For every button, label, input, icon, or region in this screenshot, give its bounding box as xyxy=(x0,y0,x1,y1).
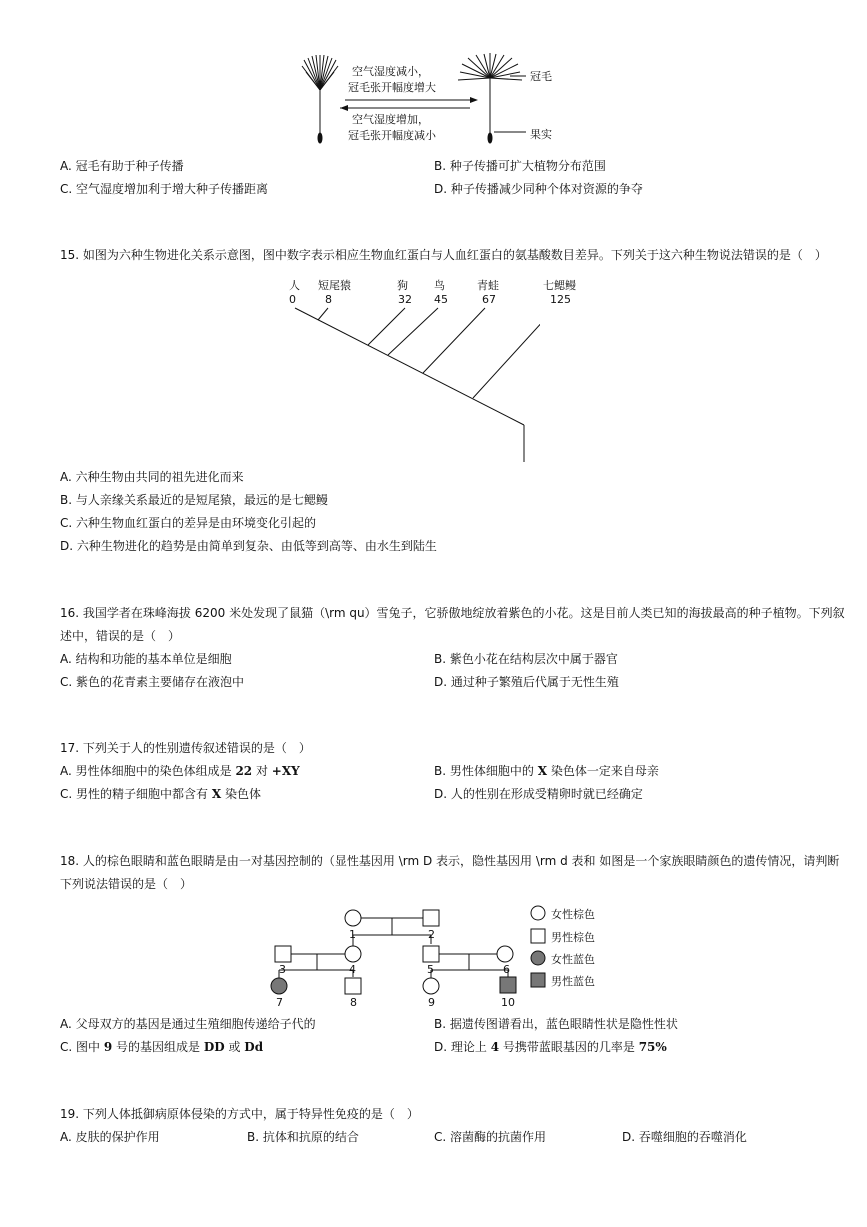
legend-female-blue: 女性蓝色 xyxy=(551,953,595,966)
q16-stem-line2: 述中，错误的是（ ） xyxy=(60,629,181,643)
legend-female-brown-icon xyxy=(531,906,545,920)
arrow-bottom-text-2: 冠毛张开幅度减小 xyxy=(348,129,436,142)
pedigree-label-8: 8 xyxy=(350,996,357,1009)
q17-b-post: 染色体一定来自母亲 xyxy=(547,764,659,778)
q17-a-math-1: 22 xyxy=(235,764,253,778)
taxon-macaque: 短尾猿 xyxy=(318,279,351,292)
individual-3 xyxy=(275,946,291,962)
q18-option-d[interactable] xyxy=(434,1039,667,1055)
taxon-dog: 狗 xyxy=(397,279,408,292)
q18-c-mid: 号的基因组成是 xyxy=(112,1040,204,1054)
taxon-frog: 青蛙 xyxy=(477,279,499,292)
arrow-bottom-text-1: 空气湿度增加， xyxy=(352,113,429,126)
individual-9 xyxy=(423,978,439,994)
q18-stem-line2: 下列说法错误的是（ ） xyxy=(60,877,193,891)
q18-c-math-1: 9 xyxy=(103,1040,113,1054)
q18-stem-line1: 18. 人的棕色眼睛和蓝色眼睛是由一对基因控制的（显性基因用 \rm D 表示，隐性基因用 \rm d 表和 如图是一个家族眼睛颜色的遗传情况，请判断 xyxy=(60,854,840,868)
individual-2 xyxy=(423,910,439,926)
q18-d-mid: 号携带蓝眼基因的几率是 xyxy=(499,1040,639,1054)
legend-male-blue-icon xyxy=(531,973,545,987)
label-pappus: 冠毛 xyxy=(530,70,552,83)
q19-stem: 19. 下列人体抵御病原体侵染的方式中，属于特异性免疫的是（ ） xyxy=(60,1107,419,1121)
q14-option-b[interactable]: B. 种子传播可扩大植物分布范围 xyxy=(434,159,606,173)
diff-macaque: 8 xyxy=(325,293,332,306)
q18-option-a[interactable]: A. 父母双方的基因是通过生殖细胞传递给子代的 xyxy=(60,1017,316,1031)
arrow-top-text-2: 冠毛张开幅度增大 xyxy=(348,81,436,94)
pedigree-label-9: 9 xyxy=(428,996,435,1009)
individual-5 xyxy=(423,946,439,962)
legend-male-brown-icon xyxy=(531,929,545,943)
q17-a-text: A. 男性体细胞中的染色体组成是 xyxy=(60,764,236,778)
q19-option-c[interactable]: C. 溶菌酶的抗菌作用 xyxy=(434,1130,547,1144)
q18-d-math-2: 75% xyxy=(638,1040,667,1054)
q19-option-d[interactable]: D. 吞噬细胞的吞噬消化 xyxy=(622,1130,747,1144)
q14-option-c[interactable]: C. 空气湿度增加利于增大种子传播距离 xyxy=(60,182,269,196)
legend-male-brown: 男性棕色 xyxy=(551,931,595,944)
legend-male-blue: 男性蓝色 xyxy=(551,975,595,988)
label-fruit: 果实 xyxy=(530,128,552,141)
pedigree-label-4: 4 xyxy=(349,963,356,976)
seed-open-illustration xyxy=(458,53,526,143)
q17-option-b[interactable] xyxy=(434,763,659,779)
individual-6 xyxy=(497,946,513,962)
individual-8 xyxy=(345,978,361,994)
pedigree-label-2: 2 xyxy=(428,928,435,941)
diff-bird: 45 xyxy=(434,293,448,306)
q19-option-b[interactable]: B. 抗体和抗原的结合 xyxy=(247,1130,359,1144)
q18-c-math-2: DD xyxy=(203,1040,225,1054)
q17-a-mid: 对 xyxy=(252,764,272,778)
legend-female-brown: 女性棕色 xyxy=(551,908,595,921)
individual-10 xyxy=(500,977,516,993)
diff-lamprey: 125 xyxy=(550,293,571,306)
individual-4 xyxy=(345,946,361,962)
q17-c-post: 染色体 xyxy=(221,787,261,801)
q18-c-or: 或 xyxy=(224,1040,245,1054)
diff-dog: 32 xyxy=(398,293,412,306)
pedigree-label-6: 6 xyxy=(503,963,510,976)
arrow-top-text-1: 空气湿度减小， xyxy=(352,65,429,78)
q14-option-a[interactable]: A. 冠毛有助于种子传播 xyxy=(60,159,184,173)
q15-option-a[interactable]: A. 六种生物由共同的祖先进化而来 xyxy=(60,470,244,484)
q17-b-math: X xyxy=(537,764,547,778)
individual-1 xyxy=(345,910,361,926)
q17-option-a[interactable] xyxy=(60,763,300,779)
q15-option-b[interactable]: B. 与人亲缘关系最近的是短尾猿，最远的是七鳃鳗 xyxy=(60,493,328,507)
pedigree-chart xyxy=(265,900,535,1010)
diff-human: 0 xyxy=(289,293,296,306)
pedigree-label-10: 10 xyxy=(501,996,515,1009)
q15-stem: 15. 如图为六种生物进化关系示意图，图中数字表示相应生物血红蛋白与人血红蛋白的氨基酸数目差异。下列关于这六种生物说法错误的是（ ） xyxy=(60,248,827,262)
q17-c-math: X xyxy=(211,787,222,801)
q18-d-math-1: 4 xyxy=(490,1040,500,1054)
q14-option-d[interactable]: D. 种子传播减少同种个体对资源的争夺 xyxy=(434,182,643,196)
q16-option-c[interactable]: C. 紫色的花青素主要储存在液泡中 xyxy=(60,675,245,689)
individual-7 xyxy=(271,978,287,994)
phylogenetic-tree xyxy=(280,300,540,465)
q17-a-math-2: +XY xyxy=(271,764,300,778)
pedigree-label-7: 7 xyxy=(276,996,283,1009)
pedigree-label-5: 5 xyxy=(427,963,434,976)
q15-option-c[interactable]: C. 六种生物血红蛋白的差异是由环境变化引起的 xyxy=(60,516,317,530)
taxon-human: 人 xyxy=(289,279,300,292)
q16-option-b[interactable]: B. 紫色小花在结构层次中属于器官 xyxy=(434,652,618,666)
seed-closed-illustration xyxy=(302,55,338,143)
taxon-lamprey: 七鳃鳗 xyxy=(543,279,576,292)
q18-c-math-3: Dd xyxy=(244,1040,264,1054)
q16-option-d[interactable]: D. 通过种子繁殖后代属于无性生殖 xyxy=(434,675,619,689)
q17-option-c[interactable] xyxy=(60,786,261,802)
q19-option-a[interactable]: A. 皮肤的保护作用 xyxy=(60,1130,160,1144)
pedigree-label-1: 1 xyxy=(349,928,356,941)
q17-option-d[interactable]: D. 人的性别在形成受精卵时就已经确定 xyxy=(434,787,643,801)
q18-option-c[interactable] xyxy=(60,1039,263,1055)
q17-b-text: B. 男性体细胞中的 xyxy=(434,764,538,778)
q16-option-a[interactable]: A. 结构和功能的基本单位是细胞 xyxy=(60,652,232,666)
q17-c-text: C. 男性的精子细胞中都含有 xyxy=(60,787,212,801)
pedigree-label-3: 3 xyxy=(279,963,286,976)
taxon-bird: 鸟 xyxy=(434,279,445,292)
q16-stem-line1: 16. 我国学者在珠峰海拔 6200 米处发现了鼠猫（\rm qu）雪兔子，它骄傲地绽放着紫色的小花。这是目前人类已知的海拔最高的种子植物。下列叙 xyxy=(60,606,845,620)
q15-option-d[interactable]: D. 六种生物进化的趋势是由简单到复杂、由低等到高等、由水生到陆生 xyxy=(60,539,437,553)
q17-stem: 17. 下列关于人的性别遗传叙述错误的是（ ） xyxy=(60,741,311,755)
legend-female-blue-icon xyxy=(531,951,545,965)
diff-frog: 67 xyxy=(482,293,496,306)
q18-option-b[interactable]: B. 据遗传图谱看出，蓝色眼睛性状是隐性性状 xyxy=(434,1017,678,1031)
pedigree-legend-symbols xyxy=(528,904,548,990)
q18-d-text: D. 理论上 xyxy=(434,1040,491,1054)
q18-c-text: C. 图中 xyxy=(60,1040,104,1054)
